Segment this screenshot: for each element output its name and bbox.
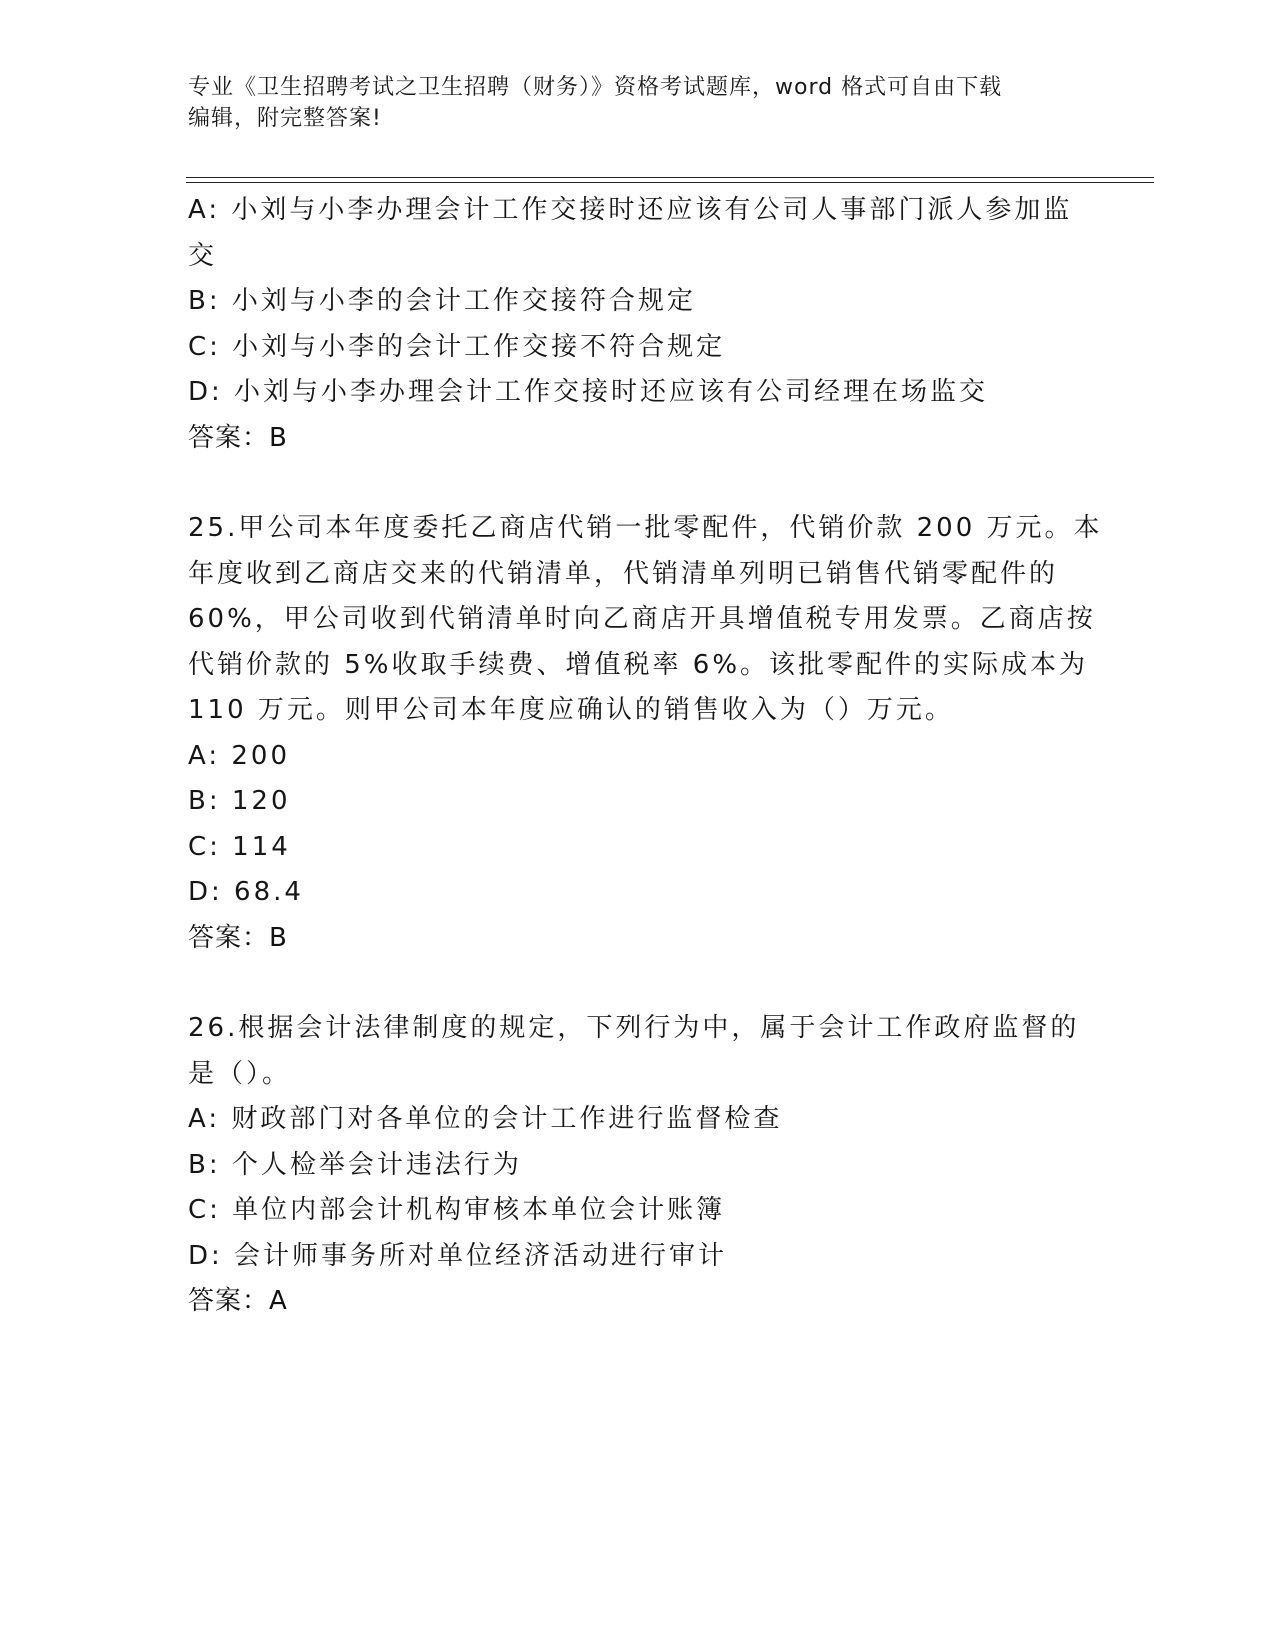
q25-answer: 答案：B — [188, 922, 288, 953]
q26-option-a: A: 财政部门对各单位的会计工作进行监督检查 — [188, 1104, 783, 1134]
q26-option-d: D: 会计师事务所对单位经济活动进行审计 — [188, 1240, 728, 1271]
q25-stem-line-2: 年度收到乙商店交来的代销清单，代销清单列明已销售代销零配件的 — [188, 558, 1059, 589]
question-content — [188, 188, 1103, 1325]
q25-option-a: A: 200 — [188, 740, 290, 771]
question-spacer — [188, 961, 1078, 1006]
q26-answer: 答案：A — [188, 1286, 288, 1316]
q25-stem-line-5: 110 万元。则甲公司本年度应确认的销售收入为（）万元。 — [188, 695, 954, 725]
q24-answer: 答案：B — [188, 422, 288, 453]
q25-stem-line-3: 60%，甲公司收到代销清单时向乙商店开具增值税专用发票。乙商店按 — [188, 604, 1096, 634]
header-line-2: 编辑，附完整答案! — [188, 106, 382, 131]
q24-option-a-line-1: A: 小刘与小李办理会计工作交接时还应该有公司人事部门派人参加监 — [188, 195, 1073, 225]
q25-option-d: D: 68.4 — [188, 877, 304, 907]
question-26 — [188, 1006, 1078, 1325]
q25-option-b: B: 120 — [188, 786, 291, 816]
question-25 — [188, 506, 1103, 961]
q26-stem-line-2: 是（）。 — [188, 1058, 292, 1089]
document-header — [188, 72, 1068, 134]
q24-option-a-line-2: 交 — [188, 240, 218, 271]
q26-option-c: C: 单位内部会计机构审核本单位会计账簿 — [188, 1195, 726, 1225]
q24-option-b: B: 小刘与小李的会计工作交接符合规定 — [188, 286, 696, 316]
header-divider-top — [186, 177, 1154, 178]
question-spacer — [188, 461, 1078, 506]
header-divider-bottom — [186, 182, 1154, 183]
q24-option-d: D: 小刘与小李办理会计工作交接时还应该有公司经理在场监交 — [188, 377, 989, 407]
q26-stem-line-1: 26.根据会计法律制度的规定，下列行为中，属于会计工作政府监督的 — [188, 1013, 1080, 1043]
q25-option-c: C: 114 — [188, 831, 291, 862]
q25-stem-line-1: 25.甲公司本年度委托乙商店代销一批零配件，代销价款 200 万元。本 — [188, 513, 1103, 543]
q26-option-b: B: 个人检举会计违法行为 — [188, 1149, 522, 1180]
question-24 — [188, 188, 1078, 461]
q24-option-c: C: 小刘与小李的会计工作交接不符合规定 — [188, 331, 726, 362]
header-line-1: 专业《卫生招聘考试之卫生招聘（财务）》资格考试题库，word 格式可自由下载 — [188, 75, 1003, 100]
q25-stem-line-4: 代销价款的 5%收取手续费、增值税率 6%。该批零配件的实际成本为 — [188, 649, 1089, 680]
